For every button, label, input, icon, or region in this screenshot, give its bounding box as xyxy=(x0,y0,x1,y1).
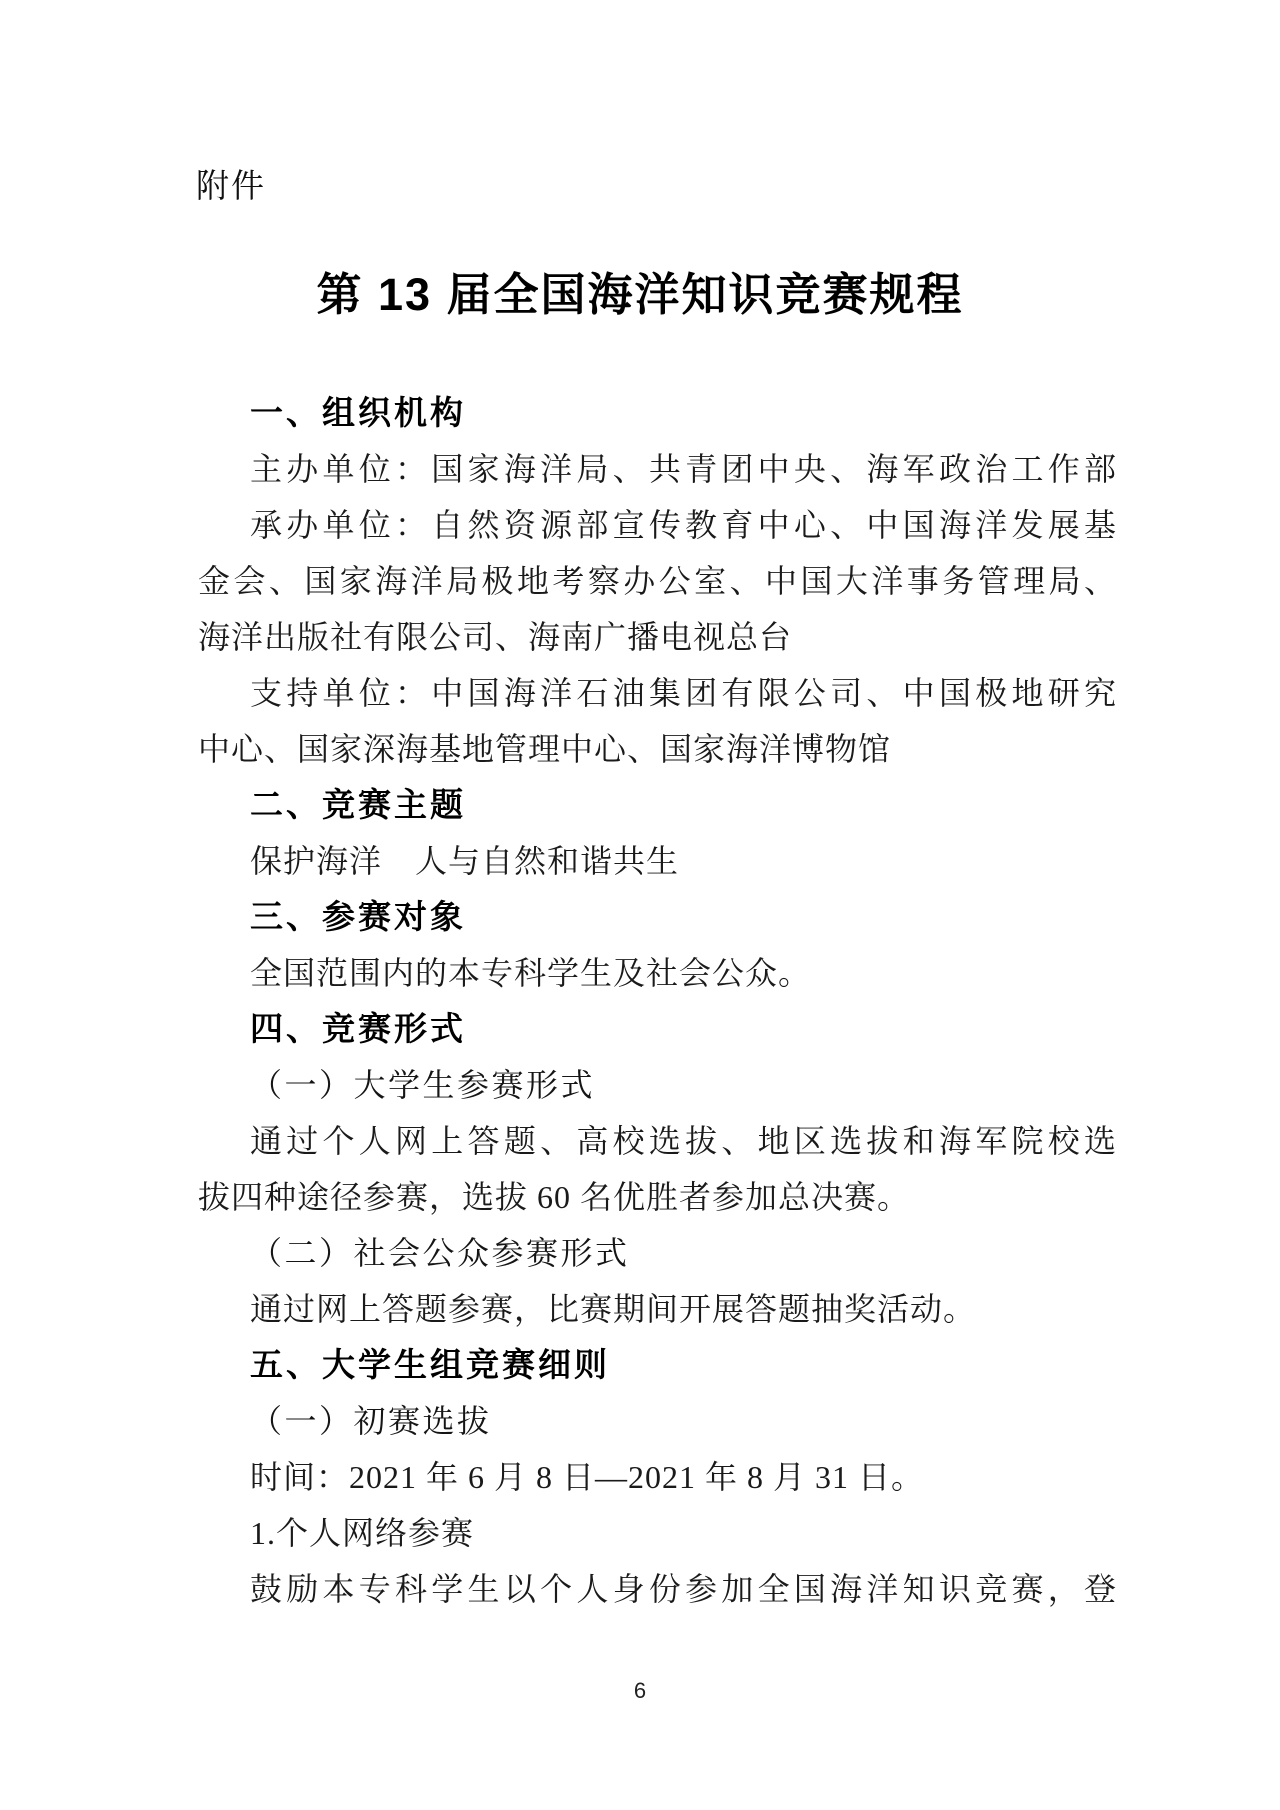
text-line: 承办单位：自然资源部宣传教育中心、中国海洋发展基 xyxy=(250,507,1117,543)
text-line: 1.个人网络参赛 xyxy=(250,1515,475,1551)
document-body xyxy=(198,385,1117,1617)
text-line: 金会、国家海洋局极地考察办公室、中国大洋事务管理局、 xyxy=(198,563,1117,599)
section-heading: 一、组织机构 xyxy=(250,394,466,431)
text-line: 中心、国家深海基地管理中心、国家海洋博物馆 xyxy=(198,731,892,767)
sub-heading: （一）大学生参赛形式 xyxy=(250,1067,596,1103)
attachment-label: 附件 xyxy=(196,167,266,204)
section-heading: 三、参赛对象 xyxy=(250,898,466,935)
section-heading: 二、竞赛主题 xyxy=(250,786,466,823)
text-line: 通过个人网上答题、高校选拔、地区选拔和海军院校选 xyxy=(250,1123,1117,1159)
section-heading: 五、大学生组竞赛细则 xyxy=(250,1346,610,1383)
document-title: 第 13 届全国海洋知识竞赛规程 xyxy=(316,269,964,320)
text-line: 全国范围内的本专科学生及社会公众。 xyxy=(250,955,812,991)
sub-heading: （二）社会公众参赛形式 xyxy=(250,1235,630,1271)
text-line: 支持单位：中国海洋石油集团有限公司、中国极地研究 xyxy=(250,675,1117,711)
section-heading: 四、竞赛形式 xyxy=(250,1010,466,1047)
text-line: 通过网上答题参赛，比赛期间开展答题抽奖活动。 xyxy=(250,1291,977,1327)
page-number: 6 xyxy=(633,1678,647,1703)
text-line: 拔四种途径参赛，选拔 60 名优胜者参加总决赛。 xyxy=(198,1179,911,1215)
text-line: 鼓励本专科学生以个人身份参加全国海洋知识竞赛，登 xyxy=(250,1571,1117,1607)
sub-heading: （一）初赛选拔 xyxy=(250,1403,492,1439)
text-line: 海洋出版社有限公司、海南广播电视总台 xyxy=(198,619,793,655)
text-line: 保护海洋 人与自然和谐共生 xyxy=(250,843,680,879)
text-line: 时间：2021 年 6 月 8 日—2021 年 8 月 31 日。 xyxy=(250,1459,925,1495)
text-line: 主办单位：国家海洋局、共青团中央、海军政治工作部 xyxy=(250,451,1117,487)
